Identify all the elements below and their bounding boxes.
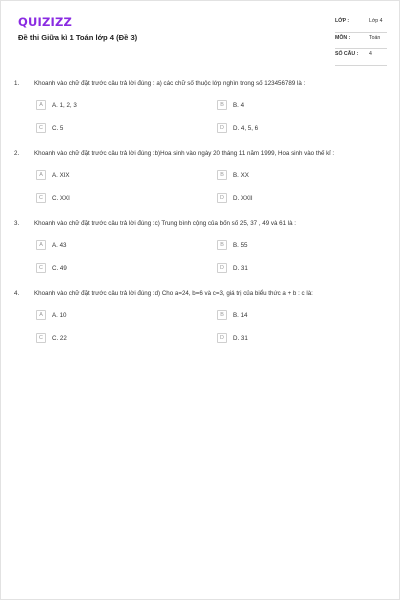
question-text: Khoanh vào chữ đặt trước câu trả lời đúng : a) các chữ số thuộc lớp nghìn trong số 123456789 là :: [34, 80, 306, 87]
option-letter-box: A: [36, 100, 46, 110]
option-text: B. 14: [233, 311, 248, 319]
option-letter-box: D: [217, 123, 227, 133]
meta-label: SỐ CÂU :: [335, 51, 359, 57]
option-text: A. XIX: [52, 171, 70, 179]
option-letter-box: B: [217, 310, 227, 320]
question-text: Khoanh vào chữ đặt trước câu trả lời đúng :b)Hoa sinh vào ngày 20 tháng 11 năm 1999, Hoa sinh vào thế kỉ :: [34, 150, 335, 157]
option-text: C. 49: [52, 264, 67, 272]
meta-value: Toán: [369, 34, 381, 41]
option-text: B. XX: [233, 171, 249, 179]
option-text: A. 10: [52, 311, 67, 319]
option-letter-box: A: [36, 240, 46, 250]
option-text: A. 1, 2, 3: [52, 101, 77, 109]
option-text: B. 55: [233, 241, 248, 249]
meta-label: LỚP :: [335, 18, 350, 24]
question-number: 1.: [14, 80, 20, 87]
option-letter-box: C: [36, 263, 46, 273]
meta-row-question-count: [335, 49, 387, 66]
option-text: C. 5: [52, 124, 64, 132]
question-text: Khoanh vào chữ đặt trước câu trả lời đúng :d) Cho a=24, b=6 và c=3, giá trị của biểu thức a + b : c là:: [34, 290, 313, 297]
option-letter-box: B: [217, 240, 227, 250]
option-text: D. XXII: [233, 194, 253, 202]
option-letter-box: C: [36, 123, 46, 133]
option-text: D. 31: [233, 334, 248, 342]
question-number: 3.: [14, 220, 20, 227]
option-text: D. 4, 5, 6: [233, 124, 259, 132]
option-letter-box: B: [217, 170, 227, 180]
option-letter-box: A: [36, 310, 46, 320]
option-letter-box: D: [217, 333, 227, 343]
option-letter-box: B: [217, 100, 227, 110]
meta-label: MÔN :: [335, 34, 351, 41]
option-letter-box: D: [217, 193, 227, 203]
meta-value: Lớp 4: [369, 18, 383, 24]
meta-row-subject: [335, 33, 387, 50]
question-number: 4.: [14, 290, 20, 297]
worksheet-title: Đề thi Giữa kì 1 Toán lớp 4 (Đề 3): [18, 33, 138, 42]
option-text: A. 43: [52, 241, 67, 249]
worksheet-meta: [335, 16, 387, 66]
option-text: B. 4: [233, 101, 245, 109]
option-letter-box: C: [36, 333, 46, 343]
question-number: 2.: [14, 150, 20, 157]
quizizz-logo: QUIZIZZ: [18, 15, 73, 29]
option-letter-box: D: [217, 263, 227, 273]
option-letter-box: A: [36, 170, 46, 180]
option-text: D. 31: [233, 264, 248, 272]
meta-value: 4: [369, 51, 372, 57]
option-letter-box: C: [36, 193, 46, 203]
option-text: C. XXI: [52, 194, 70, 202]
meta-row-class: [335, 16, 387, 33]
option-text: C. 22: [52, 334, 67, 342]
question-text: Khoanh vào chữ đặt trước câu trả lời đúng :c) Trung bình cộng của bốn số 25, 37 , 49 và 61 là :: [34, 220, 296, 227]
